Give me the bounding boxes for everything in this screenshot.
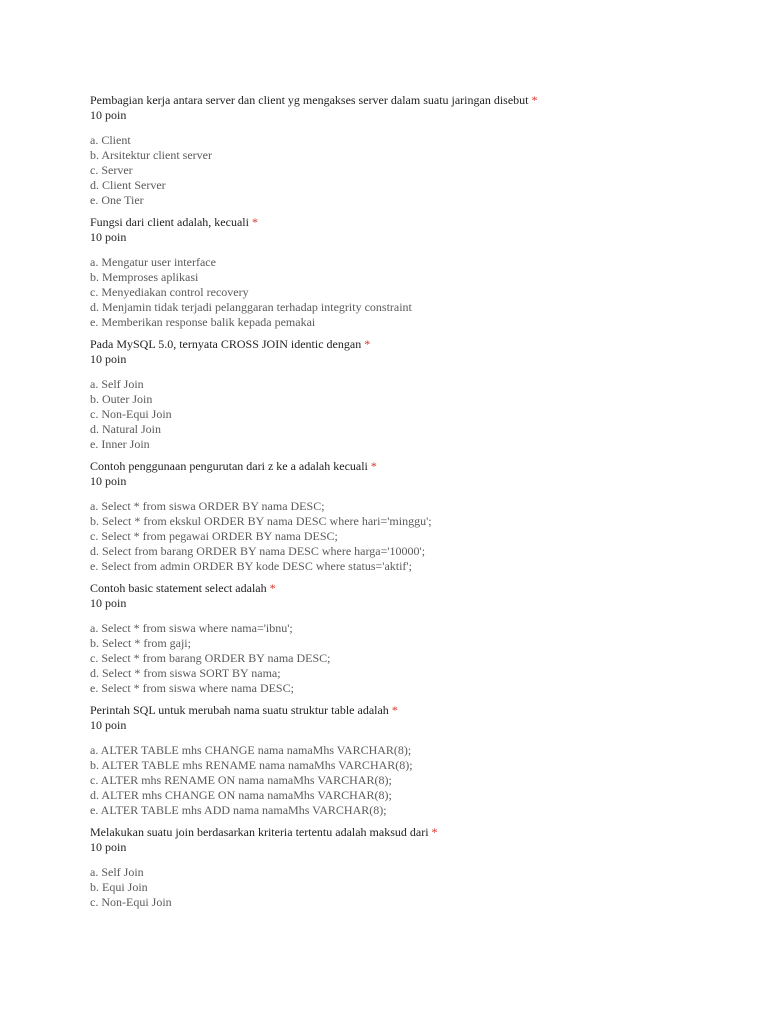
question-points: 10 poin [90,108,127,122]
required-mark: * [431,825,438,839]
option-a[interactable]: a. Self Join [90,377,144,391]
question-text: Contoh penggunaan pengurutan dari z ke a adalah kecuali [90,459,368,473]
option-list [90,621,750,696]
question-2 [90,215,750,330]
question-points: 10 poin [90,474,127,488]
option-e[interactable]: e. One Tier [90,193,144,207]
question-points: 10 poin [90,352,127,366]
question-title [90,215,750,230]
option-e[interactable]: e. Memberikan response balik kepada pemakai [90,315,316,329]
question-points: 10 poin [90,840,127,854]
option-b[interactable]: b. Equi Join [90,880,148,894]
option-c[interactable]: c. Select * from pegawai ORDER BY nama DESC; [90,529,338,543]
option-d[interactable]: d. Menjamin tidak terjadi pelanggaran terhadap integrity constraint [90,300,412,314]
question-6 [90,703,750,818]
question-text: Fungsi dari client adalah, kecuali [90,215,249,229]
question-text: Pembagian kerja antara server dan client yg mengakses server dalam suatu jaringan disebut [90,93,529,107]
option-a[interactable]: a. Select * from siswa ORDER BY nama DESC; [90,499,325,513]
option-d[interactable]: d. Select * from siswa SORT BY nama; [90,666,281,680]
required-mark: * [251,215,258,229]
question-text: Perintah SQL untuk merubah nama suatu struktur table adalah [90,703,389,717]
question-title [90,581,750,596]
option-d[interactable]: d. Client Server [90,178,166,192]
option-e[interactable]: e. Inner Join [90,437,150,451]
question-title [90,459,750,474]
question-text: Contoh basic statement select adalah [90,581,267,595]
option-c[interactable]: c. Menyediakan control recovery [90,285,249,299]
question-points: 10 poin [90,230,127,244]
question-5 [90,581,750,696]
question-points: 10 poin [90,718,127,732]
question-7 [90,825,750,910]
question-title [90,703,750,718]
option-b[interactable]: b. ALTER TABLE mhs RENAME nama namaMhs VARCHAR(8); [90,758,413,772]
option-b[interactable]: b. Arsitektur client server [90,148,212,162]
option-a[interactable]: a. ALTER TABLE mhs CHANGE nama namaMhs VARCHAR(8); [90,743,412,757]
question-text: Pada MySQL 5.0, ternyata CROSS JOIN identic dengan [90,337,362,351]
question-points: 10 poin [90,596,127,610]
option-b[interactable]: b. Select * from ekskul ORDER BY nama DESC where hari='minggu'; [90,514,432,528]
question-title [90,337,750,352]
question-3 [90,337,750,452]
option-list [90,499,750,574]
option-a[interactable]: a. Mengatur user interface [90,255,216,269]
option-list [90,133,750,208]
document-page [90,93,750,917]
question-text: Melakukan suatu join berdasarkan kriteria tertentu adalah maksud dari [90,825,429,839]
required-mark: * [370,459,377,473]
option-list [90,743,750,818]
option-d[interactable]: d. Select from barang ORDER BY nama DESC where harga='10000'; [90,544,426,558]
option-d[interactable]: d. Natural Join [90,422,161,436]
option-list [90,255,750,330]
option-c[interactable]: c. Server [90,163,133,177]
required-mark: * [269,581,276,595]
question-title [90,93,750,108]
required-mark: * [364,337,371,351]
option-b[interactable]: b. Select * from gaji; [90,636,191,650]
option-b[interactable]: b. Memproses aplikasi [90,270,199,284]
option-c[interactable]: c. Non-Equi Join [90,407,172,421]
option-c[interactable]: c. Select * from barang ORDER BY nama DESC; [90,651,331,665]
option-c[interactable]: c. Non-Equi Join [90,895,172,909]
option-list [90,377,750,452]
option-e[interactable]: e. Select from admin ORDER BY kode DESC where status='aktif'; [90,559,412,573]
option-a[interactable]: a. Select * from siswa where nama='ibnu'; [90,621,293,635]
required-mark: * [531,93,538,107]
question-1 [90,93,750,208]
option-e[interactable]: e. ALTER TABLE mhs ADD nama namaMhs VARCHAR(8); [90,803,387,817]
option-c[interactable]: c. ALTER mhs RENAME ON nama namaMhs VARCHAR(8); [90,773,392,787]
option-e[interactable]: e. Select * from siswa where nama DESC; [90,681,294,695]
option-b[interactable]: b. Outer Join [90,392,153,406]
option-a[interactable]: a. Client [90,133,131,147]
question-4 [90,459,750,574]
option-a[interactable]: a. Self Join [90,865,144,879]
required-mark: * [391,703,398,717]
option-list [90,865,750,910]
question-title [90,825,750,840]
option-d[interactable]: d. ALTER mhs CHANGE ON nama namaMhs VARCHAR(8); [90,788,392,802]
